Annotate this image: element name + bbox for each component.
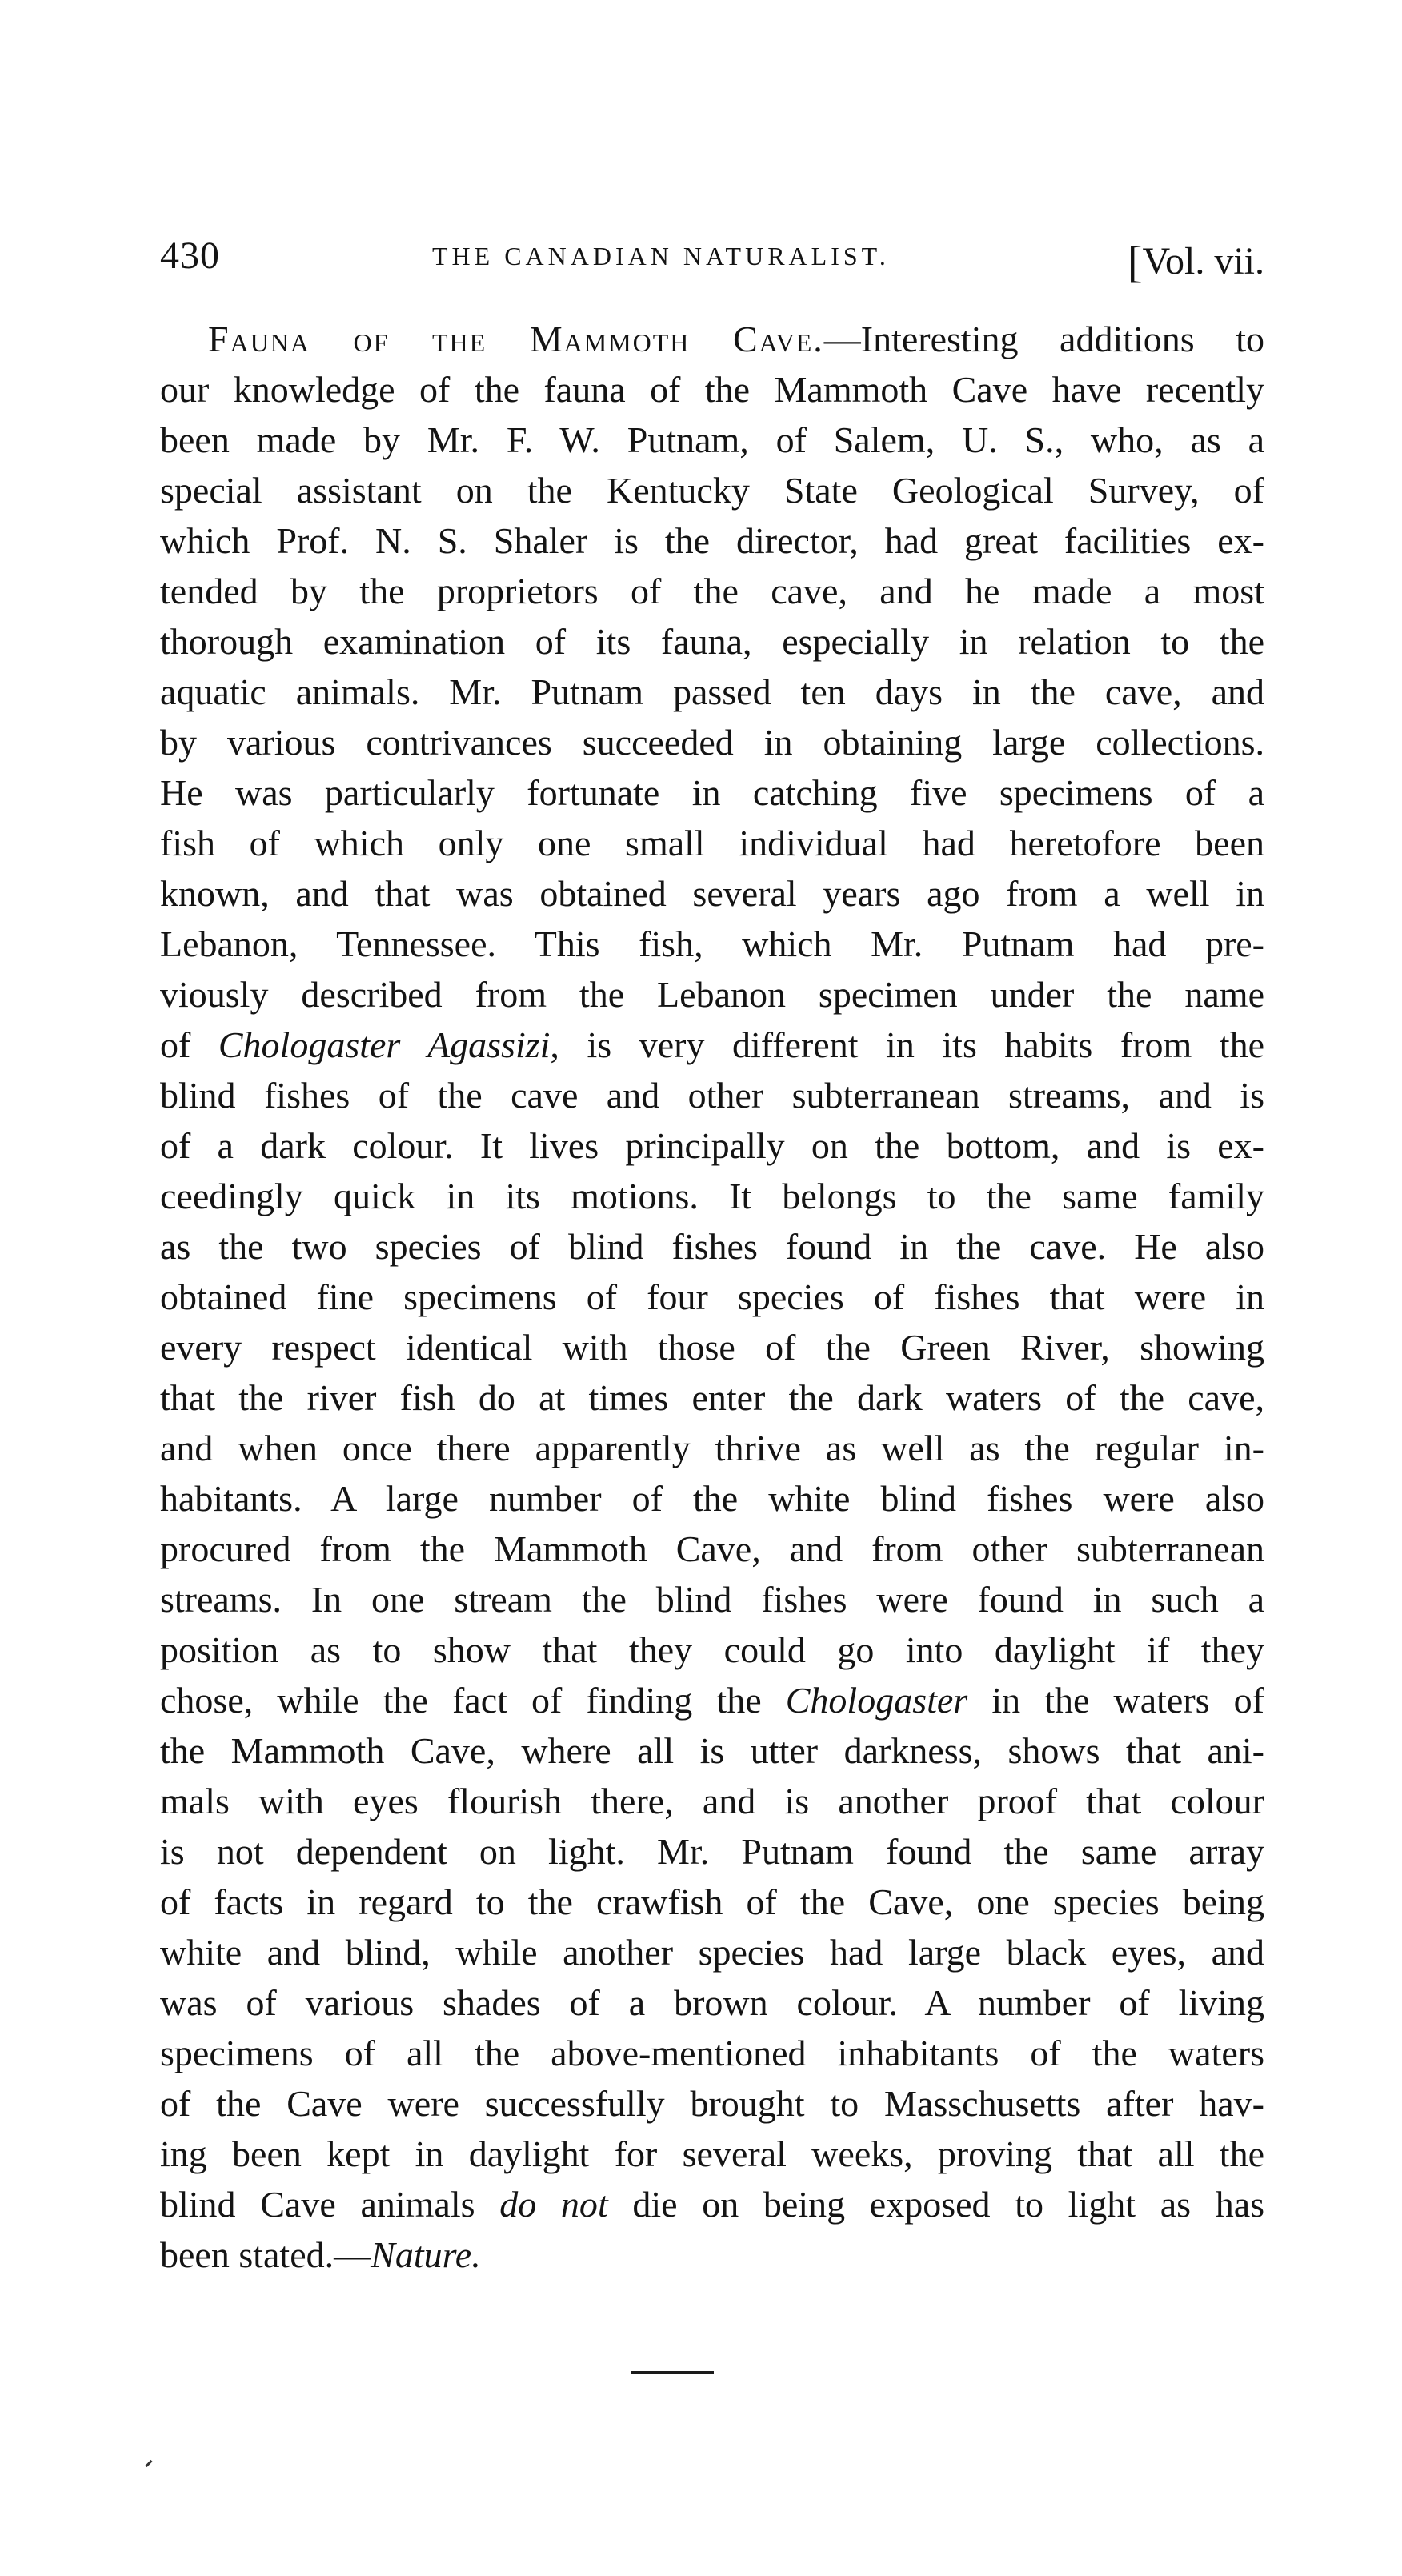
italic-text: Chologaster [785,1680,968,1721]
article-line-segment: aquatic animals. Mr. Putnam passed ten days in the cave, and [160,671,1264,712]
article-line [160,969,1264,1020]
article-line-segment: been stated.— [160,2234,371,2275]
article-heading: Fauna of the Mammoth Cave. [208,318,824,359]
article-line [160,667,1264,717]
article-line [160,868,1264,919]
article-line [160,616,1264,667]
section-divider [631,2371,714,2374]
article-line-segment: our knowledge of the fauna of the Mammoth Cave have recently [160,369,1264,410]
article-first-line [160,314,1264,364]
article-line-segment: which Prof. N. S. Shaler is the director, had great facilities ex- [160,520,1264,561]
article-line [160,2179,1264,2229]
italic-text: do not [499,2184,608,2225]
article-line-segment: Lebanon, Tennessee. This fish, which Mr. Putnam had pre- [160,923,1264,964]
italic-text: Chologaster Agassizi [218,1024,551,1065]
article-line-segment: ceedingly quick in its motions. It belongs to the same family [160,1176,1264,1216]
article-line-segment: every respect identical with those of the Green River, showing [160,1327,1264,1368]
article-line-segment: of facts in regard to the crawfish of the Cave, one species being [160,1881,1264,1922]
article-line [160,1675,1264,1725]
article-line-segment: procured from the Mammoth Cave, and from other subterranean [160,1528,1264,1569]
article-line-segment: that the river fish do at times enter the dark waters of the cave, [160,1377,1264,1418]
article-line-segment: , is very different in its habits from the [550,1024,1264,1065]
article-body [160,314,1264,2280]
article-lines [160,364,1264,2280]
article-line-segment: is not dependent on light. Mr. Putnam found the same array [160,1831,1264,1872]
article-line-segment: was of various shades of a brown colour. A number of living [160,1982,1264,2023]
page-number: 430 [160,234,220,277]
article-line [160,1020,1264,1070]
article-line-segment: the Mammoth Cave, where all is utter darkness, shows that ani- [160,1730,1264,1771]
article-line [160,2229,1264,2280]
article-line-segment: of a dark colour. It lives principally on the bottom, and is ex- [160,1125,1264,1166]
article-line [160,515,1264,566]
article-line-segment: viously described from the Lebanon specimen under the name [160,974,1264,1015]
article-line-segment: specimens of all the above-mentioned inhabitants of the waters [160,2033,1264,2073]
article-line [160,2078,1264,2129]
article-line-segment: fish of which only one small individual had heretofore been [160,823,1264,863]
article-line [160,1221,1264,1272]
volume-number: Vol. vii. [1142,240,1264,282]
article-line [160,1070,1264,1120]
article-line [160,1423,1264,1473]
volume-label [1128,234,1264,285]
article-line-segment: obtained fine specimens of four species of fishes that were in [160,1276,1264,1317]
article-line [160,1977,1264,2028]
article-line [160,1322,1264,1372]
article-line [160,2028,1264,2078]
article-line-segment: of [160,1024,218,1065]
article-line [160,1725,1264,1776]
article-line [160,2129,1264,2179]
article-line [160,566,1264,616]
article-line-segment: tended by the proprietors of the cave, and he made a most [160,571,1264,611]
article-line [160,818,1264,868]
article-line-segment: habitants. A large number of the white blind fishes were also [160,1478,1264,1519]
article-line [160,1171,1264,1221]
article-line [160,1524,1264,1574]
article-line-segment: ing been kept in daylight for several weeks, proving that all the [160,2133,1264,2174]
article-line [160,1927,1264,1977]
article-line [160,767,1264,818]
article-line-segment: been made by Mr. F. W. Putnam, of Salem, U. S., who, as a [160,419,1264,460]
article-line-segment: in the waters of [967,1680,1264,1721]
article-line [160,1272,1264,1322]
article-line [160,1120,1264,1171]
journal-title: THE CANADIAN NATURALIST. [432,242,890,270]
article-line-segment: thorough examination of its fauna, especially in relation to the [160,621,1264,662]
article-line [160,1372,1264,1423]
volume-bracket: [ [1127,238,1143,287]
article-line-segment: position as to show that they could go into daylight if they [160,1629,1264,1670]
article-line-segment: blind Cave animals [160,2184,500,2225]
article-line-segment: and when once there apparently thrive as well as the regular in- [160,1428,1264,1468]
article-line [160,364,1264,415]
running-head [160,234,1264,290]
article-line-segment: mals with eyes flourish there, and is another proof that colour [160,1781,1264,1821]
article-line-segment: die on being exposed to light as has [607,2184,1265,2225]
article-line-segment: chose, while the fact of finding the [160,1680,786,1721]
article-line-segment: as the two species of blind fishes found in the cave. He also [160,1226,1264,1267]
article-line-segment: He was particularly fortunate in catching five specimens of a [160,772,1264,813]
article-line-segment: special assistant on the Kentucky State Geological Survey, of [160,470,1264,511]
article-line [160,1574,1264,1625]
italic-text: Nature. [371,2234,481,2275]
article-line [160,1826,1264,1877]
article-line-segment: white and blind, while another species had large black eyes, and [160,1932,1264,1973]
article-line [160,1625,1264,1675]
article-line-segment: blind fishes of the cave and other subterranean streams, and is [160,1075,1264,1116]
article-line [160,465,1264,515]
article-line [160,1877,1264,1927]
article-line [160,1776,1264,1826]
article-line [160,1473,1264,1524]
article-line-segment: of the Cave were successfully brought to Masschusetts after hav- [160,2083,1264,2124]
article-line-segment: streams. In one stream the blind fishes were found in such a [160,1579,1264,1620]
article-line-segment: —Interesting additions to [823,318,1265,359]
article-line [160,919,1264,969]
article-line-segment: by various contrivances succeeded in obtaining large collections. [160,722,1264,763]
article-line-segment: known, and that was obtained several years ago from a well in [160,873,1264,914]
article-line [160,717,1264,767]
scan-mark [145,2460,152,2467]
article-line [160,415,1264,465]
